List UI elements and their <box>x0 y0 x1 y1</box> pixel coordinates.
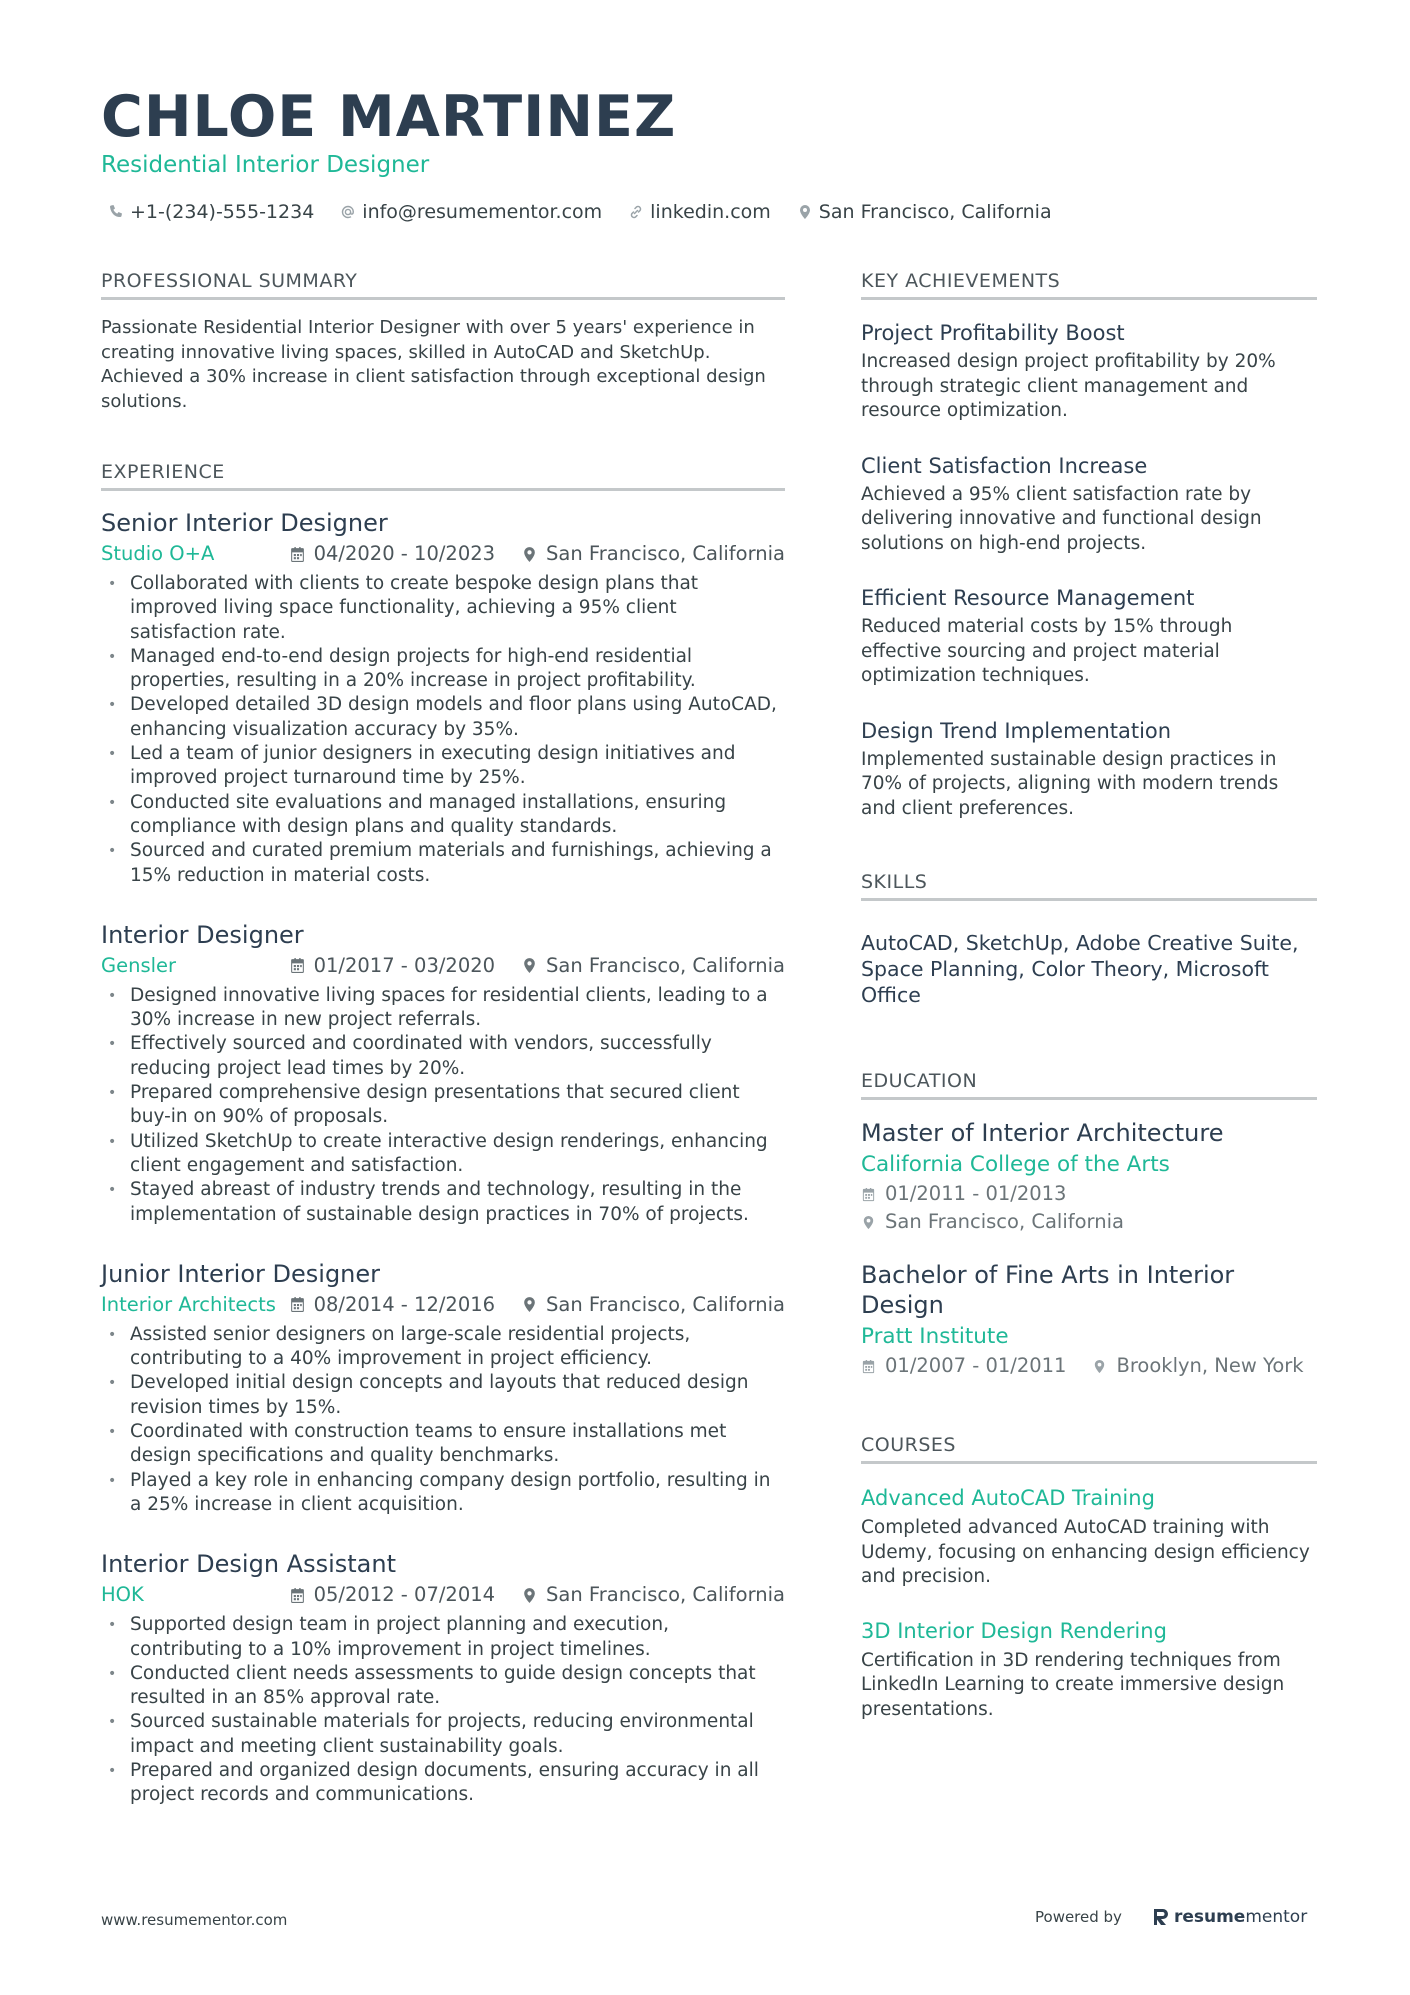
achievement-item <box>861 318 1317 424</box>
experience-bullet: • Coordinated with construction teams to ensure installations met design specifications and quality benchmarks. <box>101 1420 785 1469</box>
experience-bullet: • Prepared and organized design documents, ensuring accuracy in all project records and communications. <box>101 1759 785 1808</box>
education-item <box>861 1118 1317 1236</box>
brand-name <box>1174 1907 1307 1927</box>
skills-text: AutoCAD, SketchUp, Adobe Creative Suite, Space Planning, Color Theory, Microsoft Office <box>861 931 1299 1007</box>
experience-location-text: San Francisco, California <box>546 542 785 565</box>
experience-bullet: • Designed innovative living spaces for residential clients, leading to a 30% increase in new project referrals. <box>101 984 785 1033</box>
course-item <box>861 1483 1317 1590</box>
experience-bullet: • Conducted client needs assessments to guide design concepts that resulted in an 85% approval rate. <box>101 1662 785 1711</box>
experience-bullet: • Utilized SketchUp to create interactive design renderings, enhancing client engagement and satisfaction. <box>101 1130 785 1179</box>
education-degree: Bachelor of Fine Arts in Interior Design <box>861 1261 1235 1319</box>
experience-bullet: • Sourced and curated premium materials and furnishings, achieving a 15% reduction in material costs. <box>101 839 785 888</box>
summary-text: Passionate Residential Interior Designer with over 5 years' experience in creating innovative living spaces, skilled in AutoCAD and SketchUp. Achieved a 30% increase in client satisfaction through exceptional design solutions. <box>101 317 766 412</box>
experience-heading: EXPERIENCE <box>101 459 785 491</box>
experience-bullets <box>101 1613 785 1807</box>
achievement-item <box>861 451 1317 557</box>
experience-bullet: • Led a team of junior designers in executing design initiatives and improved project turnaround time by 25%. <box>101 742 785 791</box>
right-column <box>861 268 1317 1722</box>
experience-bullet: • Played a key role in enhancing company design portfolio, resulting in a 25% increase in client acquisition. <box>101 1469 785 1518</box>
experience-location-text: San Francisco, California <box>546 1583 785 1607</box>
contact-location <box>797 199 1052 225</box>
education-list <box>861 1118 1317 1380</box>
education-degree: Master of Interior Architecture <box>861 1119 1224 1147</box>
experience-dates-text: 01/2017 - 03/2020 <box>313 953 496 977</box>
achievement-title: Design Trend Implementation <box>861 718 1172 743</box>
experience-company: Interior Architects <box>101 1292 276 1316</box>
experience-bullet: • Stayed abreast of industry trends and technology, resulting in the implementation of sustainable design practices in 70% of projects. <box>101 1178 785 1227</box>
skills-heading: SKILLS <box>861 869 1317 901</box>
education-dates: 01/2011 - 01/2013 <box>885 1182 1067 1205</box>
contact-email <box>340 199 602 225</box>
education-location: San Francisco, California <box>885 1210 1124 1233</box>
experience-meta <box>101 1291 785 1319</box>
courses-heading: COURSES <box>861 1432 1317 1464</box>
achievement-desc: Implemented sustainable design practices in 70% of projects, aligning with modern trends and client preferences. <box>861 748 1279 819</box>
contact-email-text: info@resumementor.com <box>362 201 603 223</box>
experience-meta-details <box>289 1291 785 1319</box>
experience-dates <box>289 1581 495 1609</box>
course-desc: Completed advanced AutoCAD training with Udemy, focusing on enhancing design efficiency and precision. <box>861 1517 1310 1587</box>
education-meta <box>861 1352 1317 1380</box>
experience-bullet: • Assisted senior designers on large-scale residential projects, contributing to a 40% improvement in project efficiency. <box>101 1323 785 1372</box>
at-icon <box>340 204 356 220</box>
link-icon <box>628 204 644 220</box>
achievement-title: Client Satisfaction Increase <box>861 453 1148 478</box>
contact-linkedin-text: linkedin.com <box>650 201 771 223</box>
experience-meta <box>101 540 785 568</box>
achievements-list <box>861 318 1317 821</box>
experience-meta-details <box>289 540 785 568</box>
experience-company: HOK <box>101 1583 144 1607</box>
experience-location <box>521 952 785 980</box>
contact-phone-text: +1-(234)-555-1234 <box>130 201 315 223</box>
resumementor-logo-icon <box>1152 1907 1170 1927</box>
education-location-row <box>861 1208 1317 1236</box>
course-title: 3D Interior Design Rendering <box>861 1618 1167 1643</box>
location-icon <box>521 1296 538 1313</box>
experience-bullet: • Managed end-to-end design projects for high-end residential properties, resulting in a 20% increase in project profitability. <box>101 645 785 694</box>
location-icon <box>1092 1359 1107 1374</box>
brand-name-light: mentor <box>1245 1907 1308 1927</box>
experience-company: Gensler <box>101 953 177 977</box>
courses-list <box>861 1483 1317 1722</box>
experience-job-title: Junior Interior Designer <box>101 1259 381 1288</box>
contact-location-text: San Francisco, California <box>818 201 1052 223</box>
experience-dates-text: 08/2014 - 12/2016 <box>313 1292 496 1316</box>
experience-bullet: • Supported design team in project planning and execution, contributing to a 10% improvement in project timelines. <box>101 1613 785 1662</box>
achievement-desc: Increased design project profitability by 20% through strategic client management and resource optimization. <box>861 351 1276 421</box>
experience-bullet: • Effectively sourced and coordinated with vendors, successfully reducing project lead times by 20%. <box>101 1032 785 1081</box>
experience-location <box>521 540 785 568</box>
course-desc: Certification in 3D rendering techniques from LinkedIn Learning to create immersive design presentations. <box>861 1649 1285 1720</box>
experience-entry <box>101 1548 785 1807</box>
phone-icon <box>108 204 124 220</box>
experience-entry <box>101 919 785 1227</box>
experience-bullet: • Developed detailed 3D design models and floor plans using AutoCAD, enhancing visualization accuracy by 35%. <box>101 693 785 742</box>
powered-by-label: Powered by <box>1035 1908 1122 1926</box>
contact-linkedin <box>628 199 771 225</box>
course-item <box>861 1616 1317 1723</box>
experience-location <box>521 1581 785 1609</box>
footer-branding <box>1035 1907 1307 1927</box>
calendar-icon <box>289 1587 306 1604</box>
experience-bullet: • Conducted site evaluations and managed installations, ensuring compliance with design plans and quality standards. <box>101 791 785 840</box>
candidate-name: CHLOE MARTINEZ <box>101 84 677 150</box>
calendar-icon <box>861 1359 876 1374</box>
location-icon <box>797 204 813 220</box>
experience-dates <box>289 540 495 568</box>
experience-dates <box>289 952 495 980</box>
experience-job-title: Interior Design Assistant <box>101 1550 397 1579</box>
calendar-icon <box>289 1296 306 1313</box>
achievements-heading: KEY ACHIEVEMENTS <box>861 268 1317 300</box>
calendar-icon <box>289 957 306 974</box>
location-icon <box>521 1587 538 1604</box>
education-school: Pratt Institute <box>861 1324 1009 1349</box>
experience-dates <box>289 1291 495 1319</box>
education-school: California College of the Arts <box>861 1152 1170 1177</box>
experience-list <box>101 507 785 1808</box>
experience-bullets <box>101 1323 785 1517</box>
brand-name-bold: resume <box>1173 1907 1246 1927</box>
calendar-icon <box>861 1187 876 1202</box>
contact-phone <box>108 199 314 225</box>
calendar-icon <box>289 546 306 563</box>
experience-meta-details <box>289 952 785 980</box>
experience-meta <box>101 1581 785 1609</box>
education-item <box>861 1260 1317 1380</box>
achievement-title: Efficient Resource Management <box>861 586 1195 610</box>
location-icon <box>521 546 538 563</box>
experience-bullet: • Developed initial design concepts and layouts that reduced design revision times by 15%. <box>101 1371 785 1420</box>
experience-bullet: • Collaborated with clients to create bespoke design plans that improved living space functionality, achieving a 95% client satisfaction rate. <box>101 572 785 645</box>
contact-bar <box>108 199 1078 225</box>
achievement-item <box>861 583 1317 689</box>
course-title: Advanced AutoCAD Training <box>861 1486 1155 1510</box>
experience-bullets <box>101 572 785 888</box>
experience-bullets <box>101 984 785 1227</box>
experience-bullet: • Prepared comprehensive design presentations that secured client buy-in on 90% of proposals. <box>101 1081 785 1130</box>
achievement-title: Project Profitability Boost <box>861 321 1125 345</box>
achievement-desc: Achieved a 95% client satisfaction rate by delivering innovative and functional design solutions on high-end projects. <box>861 483 1262 554</box>
education-dates: 01/2007 - 01/2011 <box>885 1354 1067 1377</box>
experience-job-title: Interior Designer <box>101 920 304 949</box>
left-column <box>101 268 785 1808</box>
experience-entry <box>101 1258 785 1517</box>
location-icon <box>521 957 538 974</box>
experience-company: Studio O+A <box>101 542 215 565</box>
experience-dates-text: 05/2012 - 07/2014 <box>313 1583 496 1607</box>
experience-meta <box>101 952 785 980</box>
experience-location-text: San Francisco, California <box>546 953 785 977</box>
experience-entry <box>101 507 785 888</box>
location-icon <box>861 1215 876 1230</box>
achievement-item <box>861 716 1317 822</box>
experience-job-title: Senior Interior Designer <box>101 509 388 537</box>
experience-bullet: • Sourced sustainable materials for projects, reducing environmental impact and meeting client sustainability goals. <box>101 1710 785 1759</box>
education-heading: EDUCATION <box>861 1068 1317 1100</box>
experience-dates-text: 04/2020 - 10/2023 <box>313 542 496 565</box>
experience-location <box>521 1291 785 1319</box>
achievement-desc: Reduced material costs by 15% through effective sourcing and project material optimization techniques. <box>861 616 1233 686</box>
job-title: Residential Interior Designer <box>101 152 430 178</box>
summary-heading: PROFESSIONAL SUMMARY <box>101 268 785 300</box>
experience-location-text: San Francisco, California <box>546 1292 785 1316</box>
footer-website[interactable]: www.resumementor.com <box>101 1911 288 1929</box>
education-dates-row <box>861 1180 1317 1208</box>
experience-meta-details <box>289 1581 785 1609</box>
education-location: Brooklyn, New York <box>1116 1354 1304 1377</box>
